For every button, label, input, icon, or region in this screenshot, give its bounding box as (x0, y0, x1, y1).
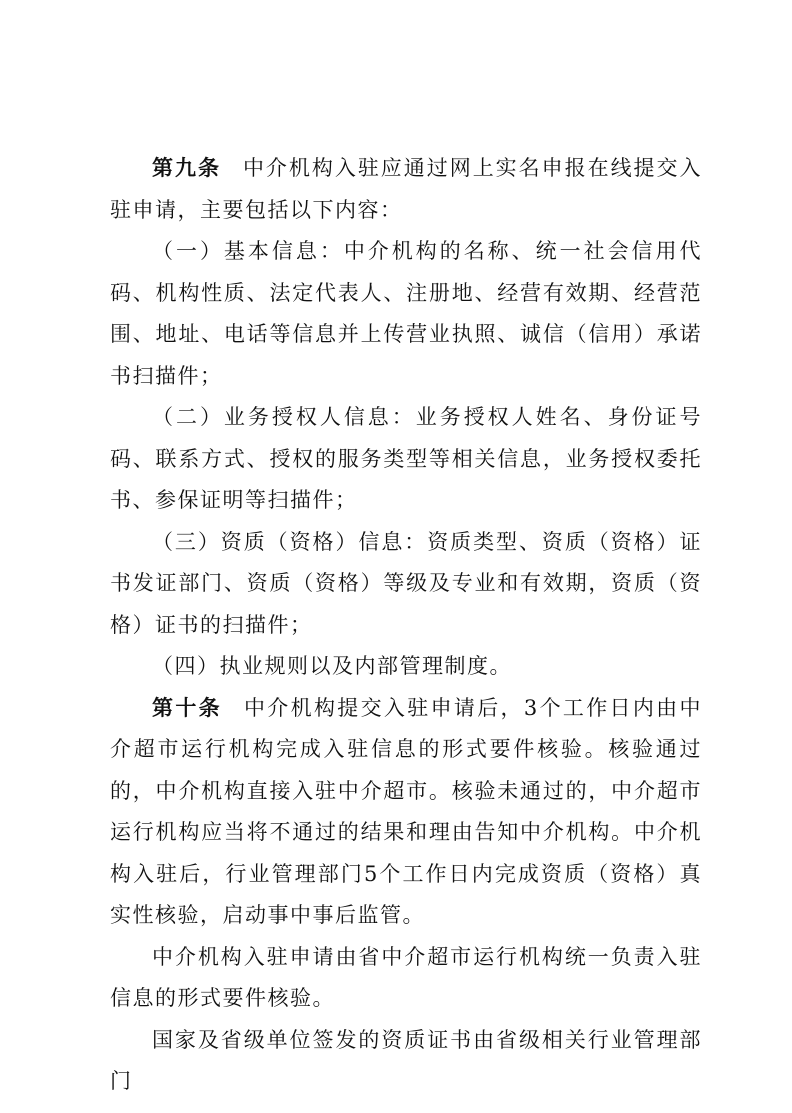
article-9-paragraph (110, 148, 702, 231)
article-10-paragraph (110, 688, 702, 937)
item-4-rules: （四）执业规则以及内部管理制度。 (152, 654, 512, 678)
article-10-title: 第十条 (152, 695, 222, 720)
review-paragraph: 中介机构入驻申请由省中介超市运行机构统一负责入驻信息的形式要件核验。 (110, 944, 702, 1010)
article-9-text: 中介机构入驻应通过网上实名申报在线提交入驻申请，主要包括以下内容： (110, 156, 703, 222)
article-10-text: 中介机构提交入驻申请后，3个工作日内由中介超市运行机构完成入驻信息的形式要件核验。核验通过的，中介机构直接入驻中介超市。核验未通过的，中介超市运行机构应当将不通过的结果和理由告知中介机构。中介机构入驻后，行业管理部门5个工作日内完成资质（资格）真实性核验，启动事中事后监管。 (110, 695, 703, 927)
item-3-qualification: （三）资质（资格）信息：资质类型、资质（资格）证书发证部门、资质（资格）等级及专业和有效期，资质（资格）证书的扫描件； (110, 529, 702, 637)
national-cert-paragraph: 国家及省级单位签发的资质证书由省级相关行业管理部门 (110, 1027, 702, 1093)
document-page (110, 148, 702, 1103)
item-1-basic-info: （一）基本信息：中介机构的名称、统一社会信用代码、机构性质、法定代表人、注册地、经营有效期、经营范围、地址、电话等信息并上传营业执照、诚信（信用）承诺书扫描件； (110, 239, 702, 388)
item-2-authorized-person: （二）业务授权人信息：业务授权人姓名、身份证号码、联系方式、授权的服务类型等相关信息，业务授权委托书、参保证明等扫描件； (110, 405, 702, 512)
article-9-title: 第九条 (152, 156, 221, 180)
